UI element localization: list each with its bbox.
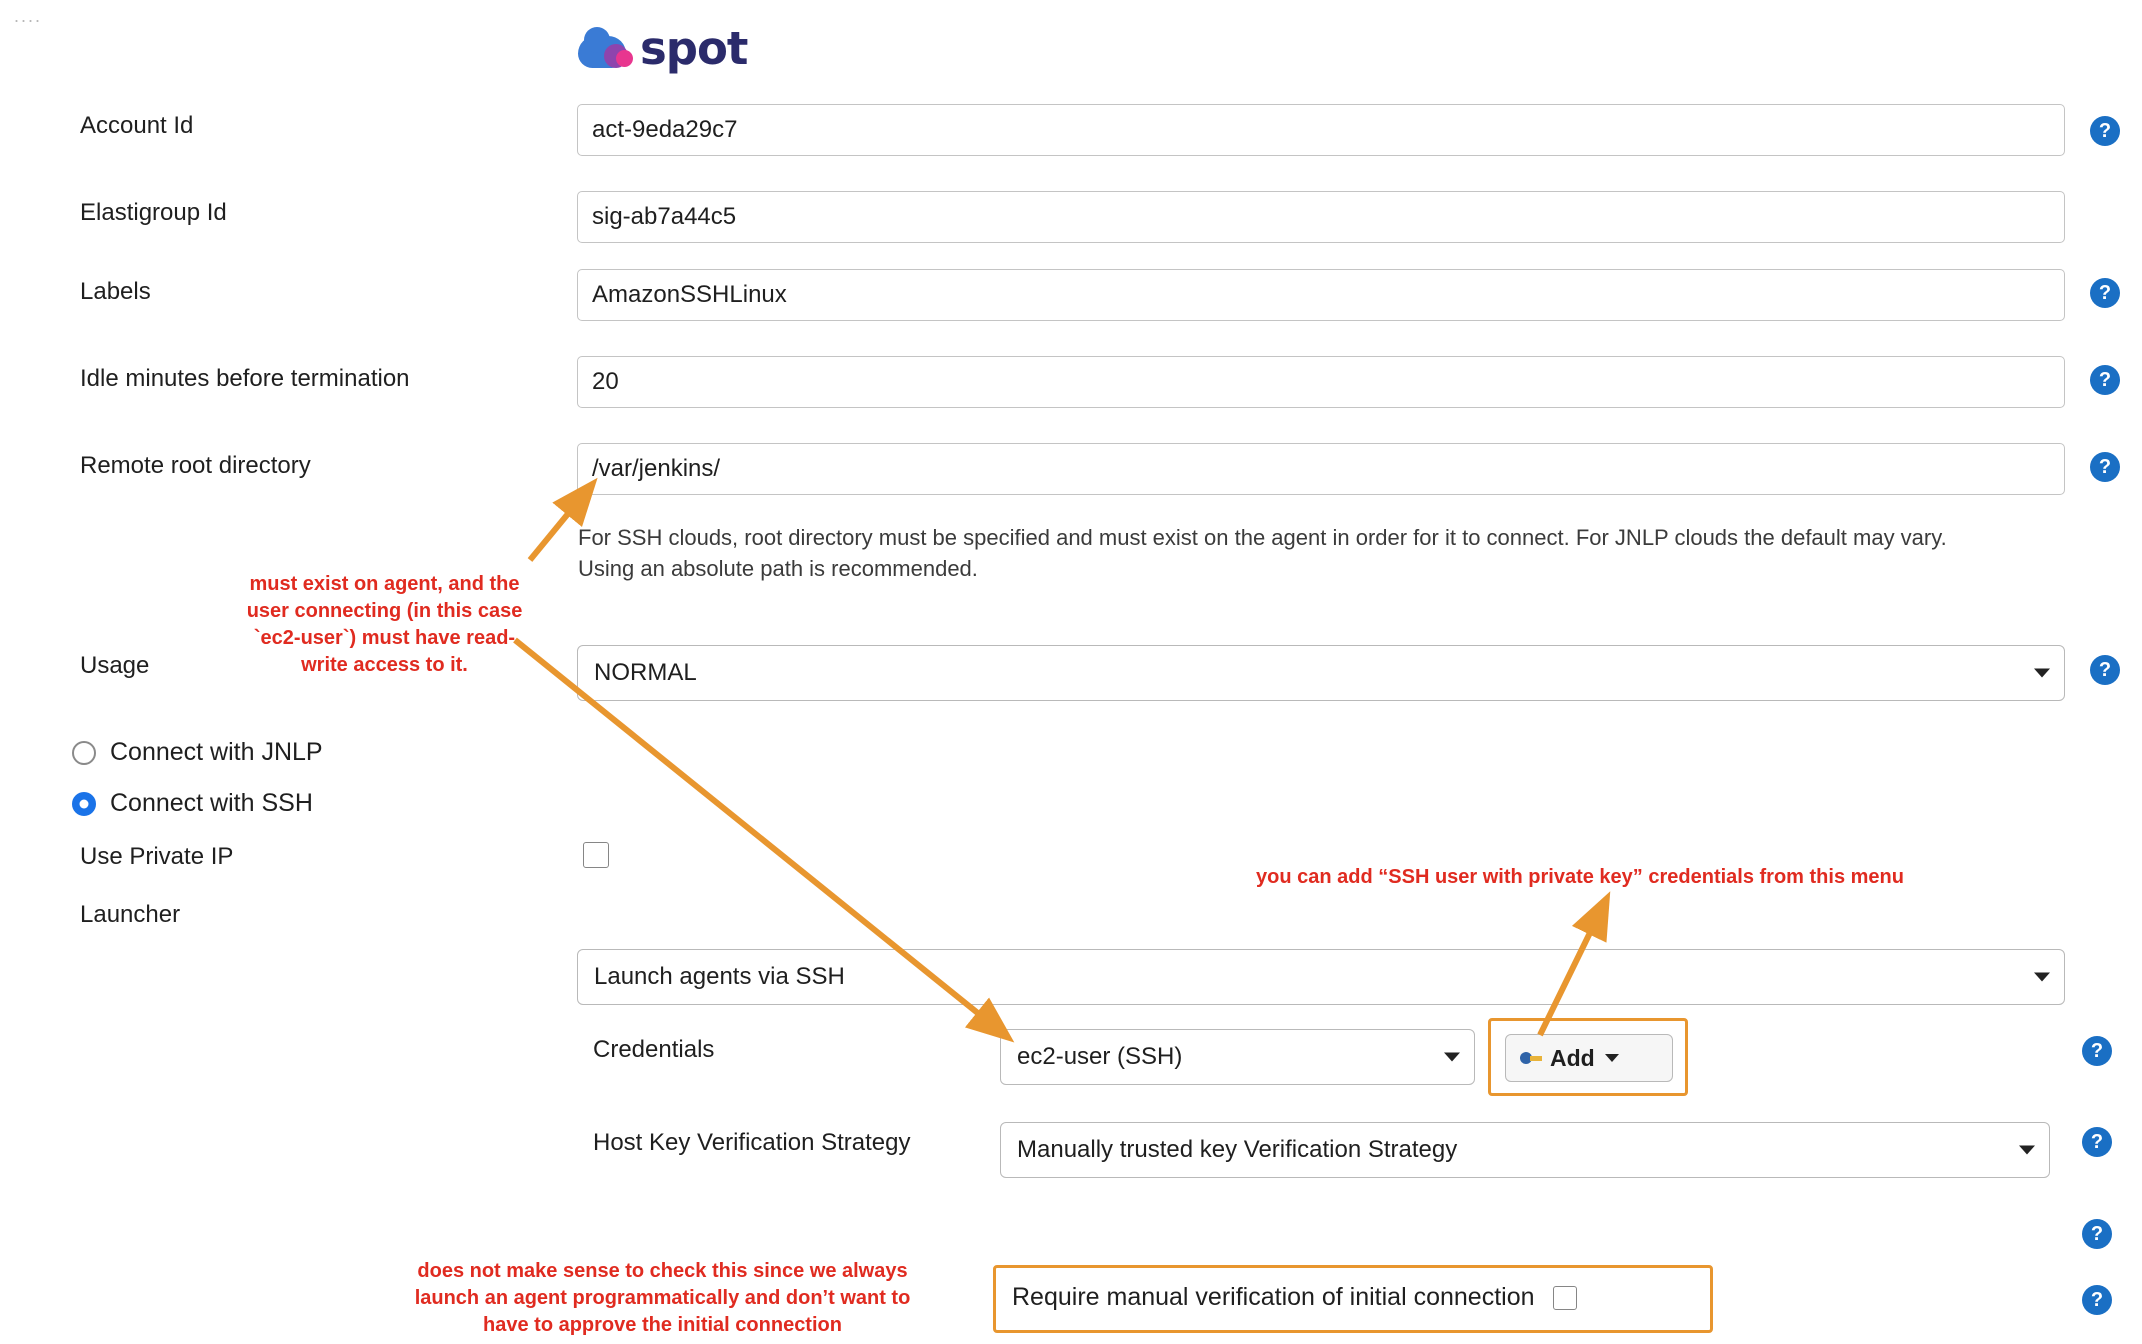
labels-input[interactable]: AmazonSSHLinux <box>577 269 2065 321</box>
credentials-select[interactable] <box>1000 1029 1475 1085</box>
host-key-verification-value: Manually trusted key Verification Strategy <box>1017 1136 1458 1163</box>
key-icon <box>1520 1052 1542 1064</box>
use-private-ip-checkbox[interactable] <box>583 842 609 868</box>
launcher-select-value: Launch agents via SSH <box>594 963 845 990</box>
remote-root-directory-label: Remote root directory <box>80 452 311 479</box>
connect-with-jnlp-label: Connect with JNLP <box>110 738 323 766</box>
spot-logo <box>578 22 788 84</box>
chevron-down-icon <box>1444 1053 1460 1062</box>
annotation-manual-verification: does not make sense to check this since we always launch an agent programmatically and don’t want to have to approve the initial connection <box>414 1260 911 1336</box>
require-manual-verification-checkbox[interactable] <box>1553 1286 1577 1310</box>
account-id-help-icon[interactable]: ? <box>2090 116 2120 146</box>
labels-label: Labels <box>80 278 151 305</box>
connect-with-ssh-label: Connect with SSH <box>110 789 313 817</box>
elastigroup-id-label: Elastigroup Id <box>80 199 227 226</box>
idle-minutes-input[interactable]: 20 <box>577 356 2065 408</box>
credentials-help-icon[interactable]: ? <box>2082 1036 2112 1066</box>
usage-select[interactable] <box>577 645 2065 701</box>
spot-cloud-icon <box>578 32 640 72</box>
extra-help-icon-2[interactable]: ? <box>2082 1285 2112 1315</box>
usage-select-value: NORMAL <box>594 659 697 686</box>
credentials-label: Credentials <box>593 1036 715 1063</box>
idle-minutes-label: Idle minutes before termination <box>80 365 410 392</box>
host-key-verification-label: Host Key Verification Strategy <box>593 1129 911 1156</box>
idle-minutes-help-icon[interactable]: ? <box>2090 365 2120 395</box>
usage-label: Usage <box>80 652 150 679</box>
add-credentials-button-label: Add <box>1550 1044 1595 1071</box>
account-id-input[interactable]: act-9eda29c7 <box>577 104 2065 156</box>
annotation-root-dir: must exist on agent, and the user connecting (in this case `ec2-user`) must have read-write access to it. <box>246 573 523 676</box>
host-key-verification-help-icon[interactable]: ? <box>2082 1127 2112 1157</box>
require-manual-verification-label: Require manual verification of initial connection <box>1012 1283 1535 1311</box>
connect-with-ssh-radio[interactable] <box>72 792 96 816</box>
remote-root-directory-help-icon[interactable]: ? <box>2090 452 2120 482</box>
use-private-ip-label: Use Private IP <box>80 843 234 870</box>
usage-help-icon[interactable]: ? <box>2090 655 2120 685</box>
launcher-select[interactable] <box>577 949 2065 1005</box>
remote-root-directory-input[interactable]: /var/jenkins/ <box>577 443 2065 495</box>
account-id-label: Account Id <box>80 112 194 139</box>
elastigroup-id-input[interactable]: sig-ab7a44c5 <box>577 191 2065 243</box>
credentials-select-value: ec2-user (SSH) <box>1017 1043 1183 1070</box>
require-manual-verification-row[interactable] <box>1012 1283 1577 1312</box>
chevron-down-icon <box>1605 1054 1619 1062</box>
chevron-down-icon <box>2034 973 2050 982</box>
remote-root-directory-help-text: For SSH clouds, root directory must be specified and must exist on the agent in order for it to connect. For JNLP clouds the default may vary. Using an absolute path is recommended. <box>578 525 1947 582</box>
launcher-label: Launcher <box>80 901 181 928</box>
add-credentials-button[interactable] <box>1505 1034 1673 1082</box>
connect-with-jnlp-radio[interactable] <box>72 741 96 765</box>
chevron-down-icon <box>2019 1146 2035 1155</box>
spot-logo-text: spot <box>640 22 748 75</box>
host-key-verification-select[interactable] <box>1000 1122 2050 1178</box>
annotation-credentials: you can add “SSH user with private key” credentials from this menu <box>1256 866 1904 888</box>
labels-help-icon[interactable]: ? <box>2090 278 2120 308</box>
connect-with-jnlp-radio-row[interactable] <box>72 738 323 767</box>
window-dots: .... <box>14 6 43 26</box>
connect-with-ssh-radio-row[interactable] <box>72 789 313 818</box>
extra-help-icon-1[interactable]: ? <box>2082 1219 2112 1249</box>
chevron-down-icon <box>2034 669 2050 678</box>
